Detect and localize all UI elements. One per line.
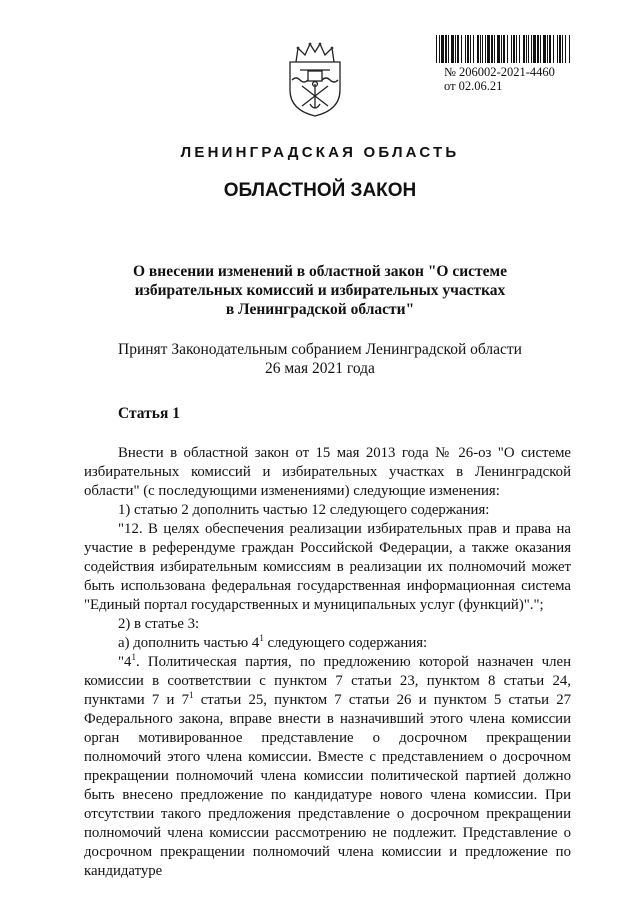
barcode-bar bbox=[482, 35, 483, 63]
amendment-item-2a: а) дополнить частью $4^1$ следующего содержания: bbox=[118, 633, 428, 651]
barcode-bar bbox=[537, 35, 539, 63]
barcode-bar bbox=[465, 35, 466, 63]
adoption-line: Принят Законодательным собранием Ленинградской области bbox=[118, 341, 522, 358]
new-part-4-1-text: "$4^1$. Политическая партия, по предложению которой назначен член комиссии в соответствии с пунктом 7 статьи 23, пунктом 8 статьи 24, пунктами 7 и $7^1$ статьи 25, пунктом 7 статьи 26 и пунктом 5 статьи 27 Федерального закона, вправе внести в назначивший этого члена комиссии орган мотивированное представление о досрочном прекращении полномочий этого члена комиссии. Вместе с представлением о досрочном прекращении полномочий члена комиссии политической партией должно быть внесено предложение по кандидатуре нового члена комиссии. При отсутствии такого предложения представление о досрочном прекращении полномочий члена комиссии рассмотрению не подлежит. Представление о досрочном прекращении полномочий члена комиссии и предложение по кандидатуре bbox=[84, 652, 572, 879]
barcode-bar bbox=[457, 35, 459, 63]
barcode-bar bbox=[501, 35, 502, 63]
barcode-bar bbox=[559, 35, 561, 63]
barcode-bar bbox=[473, 35, 474, 63]
law-title-line: избирательных комиссий и избирательных участках bbox=[134, 282, 506, 299]
article-body bbox=[84, 444, 571, 881]
region-name: ЛЕНИНГРАДСКАЯ ОБЛАСТЬ bbox=[180, 144, 460, 161]
barcode-bar bbox=[543, 35, 546, 63]
barcode bbox=[436, 35, 570, 63]
barcode-bar bbox=[513, 35, 515, 63]
barcode-bar bbox=[540, 35, 541, 63]
document-type: ОБЛАСТНОЙ ЗАКОН bbox=[223, 180, 417, 201]
barcode-bar bbox=[477, 35, 479, 63]
adoption-note bbox=[100, 340, 540, 378]
barcode-bar bbox=[516, 35, 517, 63]
barcode-bar bbox=[480, 35, 481, 63]
barcode-bar bbox=[461, 35, 462, 63]
barcode-bar bbox=[491, 35, 493, 63]
barcode-bar bbox=[549, 35, 551, 63]
barcode-bar bbox=[455, 35, 456, 63]
barcode-bar bbox=[439, 35, 440, 63]
barcode-bar bbox=[528, 35, 529, 63]
registration-info bbox=[444, 65, 555, 93]
barcode-bar bbox=[470, 35, 471, 63]
barcode-bar bbox=[487, 35, 490, 63]
barcode-bar bbox=[485, 35, 486, 63]
barcode-bar bbox=[448, 35, 449, 63]
barcode-bar bbox=[519, 35, 520, 63]
barcode-bar bbox=[547, 35, 548, 63]
law-title bbox=[120, 262, 520, 319]
registration-date: от 02.06.21 bbox=[444, 79, 503, 93]
barcode-bar bbox=[494, 35, 495, 63]
barcode-bar bbox=[451, 35, 454, 63]
barcode-bar bbox=[497, 35, 500, 63]
barcode-bar bbox=[441, 35, 444, 63]
barcode-bar bbox=[569, 35, 570, 63]
law-title-line: О внесении изменений в областной закон "О системе bbox=[133, 263, 507, 280]
barcode-bar bbox=[507, 35, 508, 63]
barcode-bar bbox=[436, 35, 437, 63]
coat-of-arms-emblem bbox=[286, 40, 344, 118]
barcode-bar bbox=[467, 35, 469, 63]
barcode-bar bbox=[557, 35, 558, 63]
amendment-item-2: 2) в статье 3: bbox=[118, 616, 200, 632]
new-part-12-text: "12. В целях обеспечения реализации избирательных прав и права на участие в референдуме граждан Российской Федерации, а также оказания содействия избирательным комиссиям в реализации их полномочий может быть использована федеральная государственная информационная система "Единый портал государственных и муниципальных услуг (функций)"."; bbox=[84, 521, 571, 613]
barcode-bar bbox=[445, 35, 447, 63]
adoption-date: 26 мая 2021 года bbox=[265, 360, 375, 377]
barcode-bar bbox=[511, 35, 512, 63]
barcode-bar bbox=[503, 35, 505, 63]
barcode-bar bbox=[533, 35, 536, 63]
amendment-item-1: 1) статью 2 дополнить частью 12 следующего содержания: bbox=[118, 502, 490, 518]
barcode-bar bbox=[526, 35, 527, 63]
barcode-bar bbox=[553, 35, 554, 63]
barcode-bar bbox=[562, 35, 563, 63]
registration-number: № 206002-2021-4460 bbox=[444, 65, 555, 79]
article-heading: Статья 1 bbox=[118, 405, 180, 422]
barcode-bar bbox=[523, 35, 525, 63]
intro-paragraph: Внести в областной закон от 15 мая 2013 года № 26-оз "О системе избирательных комиссий и избирательных участках в Ленинградской области" (с последующими изменениями) следующие изменения: bbox=[84, 445, 571, 499]
barcode-bar bbox=[531, 35, 532, 63]
barcode-bar bbox=[565, 35, 566, 63]
law-title-line: в Ленинградской области" bbox=[225, 301, 415, 318]
